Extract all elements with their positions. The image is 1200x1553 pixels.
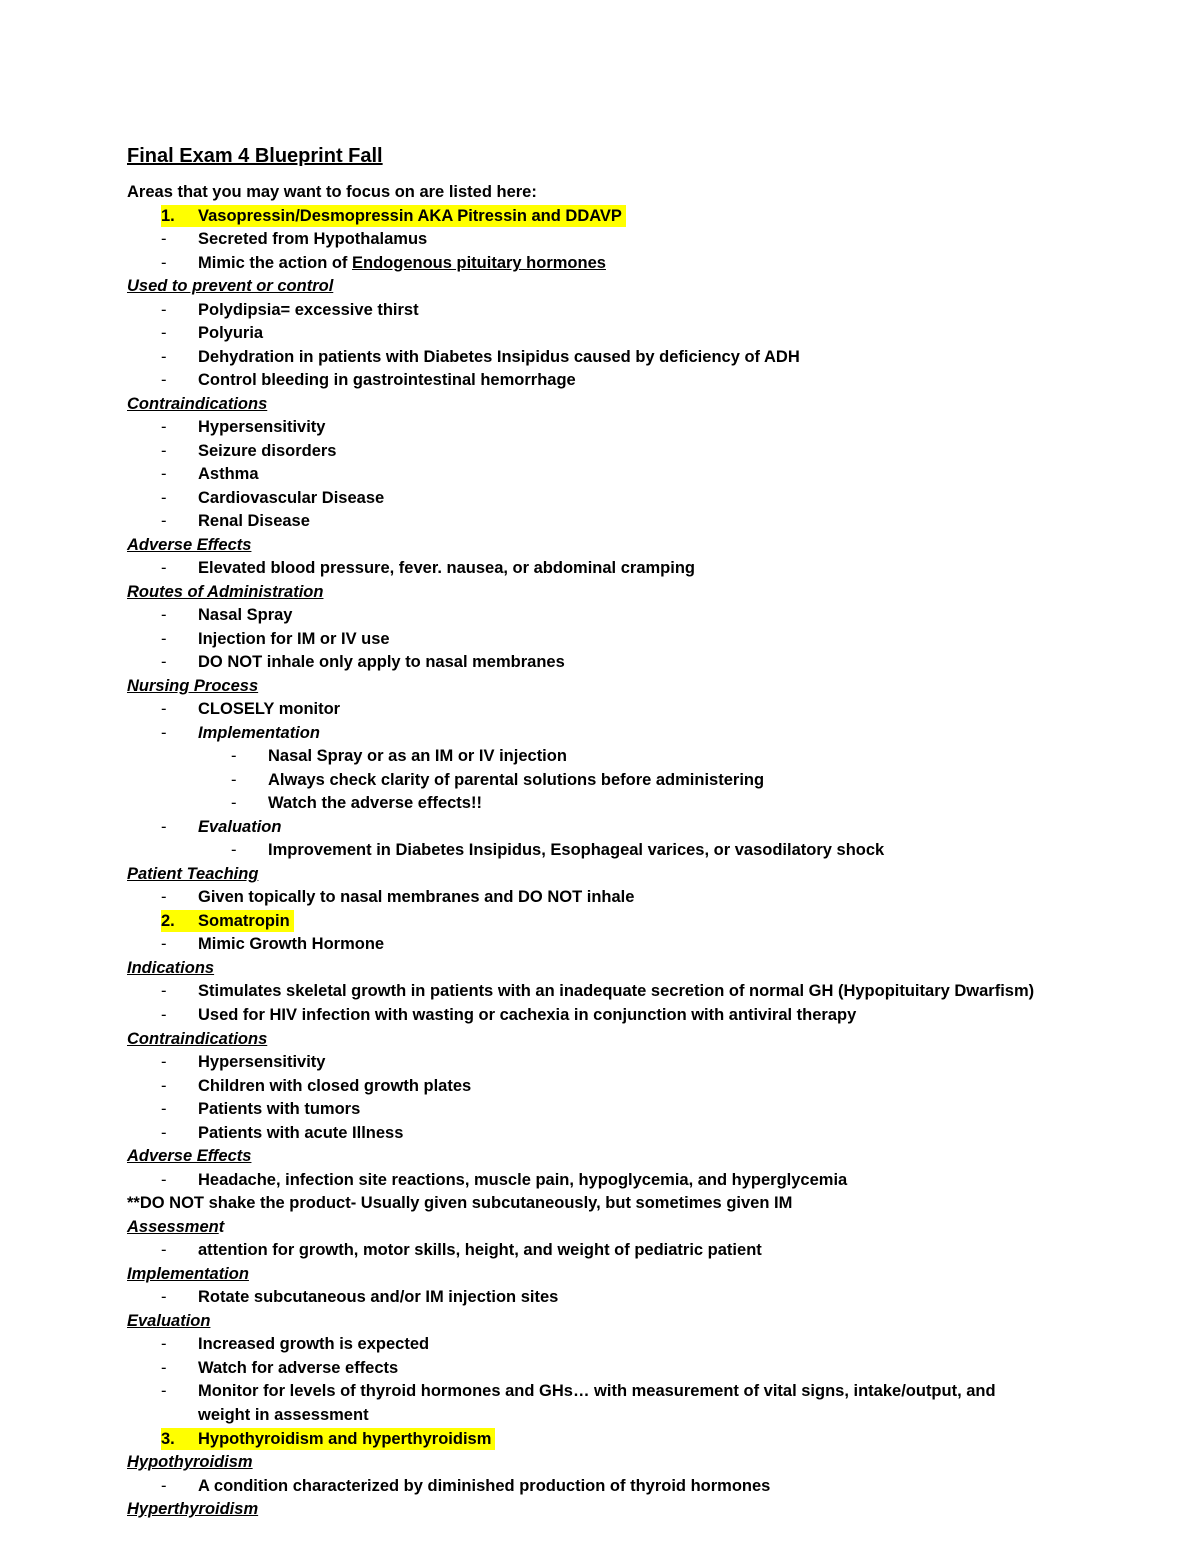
highlight-section-2: 2. Somatropin bbox=[161, 910, 294, 932]
section-heading: Hyperthyroidism bbox=[127, 1500, 259, 1518]
section-heading: Routes of Administration bbox=[127, 583, 324, 601]
highlight-section-3: 3. Hypothyroidism and hyperthyroidism bbox=[161, 1428, 495, 1450]
section-heading: Nursing Process bbox=[127, 677, 259, 695]
highlight-section-1: 1. Vasopressin/Desmopressin AKA Pitressin and DDAVP bbox=[161, 205, 626, 227]
intro-text: Areas that you may want to focus on are listed here: bbox=[127, 183, 537, 201]
document-page: Final Exam 4 Blueprint Fall Areas that you may want to focus on are listed here: 1. Vasopressin/Desmopressin AKA Pitressin and DDAVP - Secreted from Hypothalamus - Mimic the action of Endogenous pituitary hormones Used to prevent or control - Polydipsia= excessive thirst - Polyuria - Dehydration in patients with Diabetes Insipidus caused by deficiency of ADH - Control bleeding in gastrointestinal hemorrhage Contraindications - Hypersensitivity - Seizure disorders - Asthma - Cardiovascular Disease - Renal Disease Adverse Effects - Elevated blood pressure, fever. nausea, or abdominal cramping Routes of Administration - Nasal Spray - Injection for IM or IV use - DO NOT inhale only apply to nasal membranes Nursing Process - CLOSELY monitor - Implementation - Nasal Spray or as an IM or IV injection - Always check clarity of parental solutions before administering - Watch the adverse effects!! - Evaluation - Improvement in Diabetes Insipidus, Esophageal varices, or vasodilatory shock Patient Teaching - Given topically to nasal membranes and DO NOT inhale 2. Somatropin - Mimic Growth Hormone Indications - Stimulates skeletal growth in patients with an inadequate secretion of normal GH (Hypopituitary Dwarfism) - Used for HIV infection with wasting or cachexia in conjunction with antiviral therapy Contraindications - Hypersensitivity - Children with closed growth plates - Patients with tumors - Patients with acute Illness Adverse Effects - Headache, infection site reactions, muscle pain, hypoglycemia, and hyperglycemia **DO NOT shake the product- Usually given subcutaneously, but sometimes given IM Assessment - attention for growth, motor skills, height, and weight of pediatric patient Implementation - Rotate subcutaneous and/or IM injection sites Evaluation - Increased growth is expected - Watch for adverse effects - Monitor for levels of thyroid hormones and GHs… with measurement of vital signs, intake/output, and weight in assessment 3. Hypothyroidism and hyperthyroidism Hypothyroidism - A condition characterized by diminished production of thyroid hormones Hyperthyroidism bbox=[127, 145, 1035, 1518]
section-heading: Evaluation bbox=[127, 1312, 211, 1330]
section-heading: Contraindications bbox=[127, 1030, 268, 1048]
section-heading: Used to prevent or control bbox=[127, 277, 334, 295]
page-title: Final Exam 4 Blueprint Fall bbox=[127, 145, 383, 167]
section-heading: Patient Teaching bbox=[127, 865, 259, 883]
section-heading: Assessment bbox=[127, 1218, 225, 1236]
section-heading: Contraindications bbox=[127, 395, 268, 413]
section-heading: Implementation bbox=[127, 1265, 249, 1283]
note-text: **DO NOT shake the product- Usually given subcutaneously, but sometimes given IM bbox=[127, 1194, 793, 1212]
section-heading: Adverse Effects bbox=[127, 536, 252, 554]
section-heading: Hypothyroidism bbox=[127, 1453, 253, 1471]
section-heading: Adverse Effects bbox=[127, 1147, 252, 1165]
section-heading: Indications bbox=[127, 959, 215, 977]
